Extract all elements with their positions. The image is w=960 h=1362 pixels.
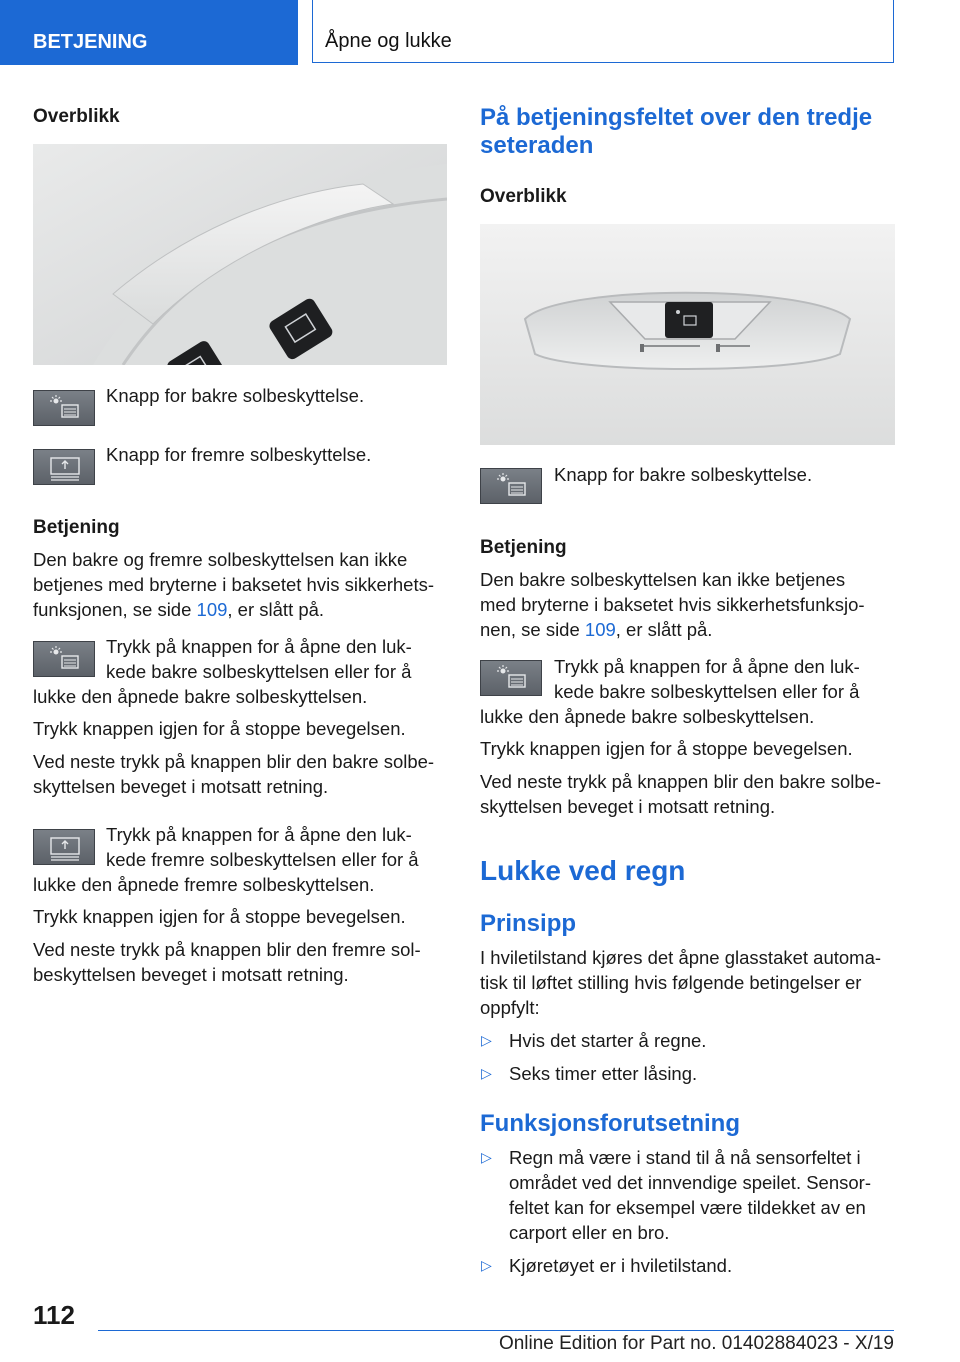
list-item-continued: området ved det innvendige speilet. Sensor- (509, 1172, 871, 1193)
left-rear-next-1: Ved neste trykk på knappen blir den bakre solbe- (33, 751, 435, 772)
principle-line-2: tisk til løftet stilling hvis følgende betingelser er (480, 972, 862, 993)
right-operation-heading: Betjening (480, 537, 567, 558)
list-item: Kjøretøyet er i hviletilstand. (509, 1255, 733, 1276)
rear-sunshade-button-icon (33, 390, 95, 426)
right-next-1: Ved neste trykk på knappen blir den bakre solbe- (480, 771, 882, 792)
principle-line-1: I hviletilstand kjøres det åpne glasstaket automa- (480, 947, 882, 968)
right-op-line-1: Den bakre solbeskyttelsen kan ikke betjenes (480, 569, 846, 590)
list-item-continued: carport eller en bro. (509, 1222, 670, 1243)
door-switch-photo (33, 144, 447, 365)
right-next-2: skyttelsen beveget i motsatt retning. (480, 796, 776, 817)
rear-sunshade-button-icon (480, 660, 542, 696)
footer-edition: Online Edition for Part no. 01402884023 - X/19 (498, 1333, 894, 1354)
left-rear-stop: Trykk knappen igjen for å stoppe bevegelsen. (33, 718, 406, 739)
bullet-marker-icon: ▷ (481, 1257, 492, 1273)
list-item: Regn må være i stand til å nå sensorfeltet i (509, 1147, 861, 1168)
right-section-heading-line-2: seteraden (480, 132, 594, 159)
left-operation-heading: Betjening (33, 517, 120, 538)
bullet-marker-icon: ▷ (481, 1149, 492, 1165)
right-overview-heading: Overblikk (480, 186, 567, 207)
left-op-line-2: betjenes med bryterne i baksetet hvis sikkerhets- (33, 574, 435, 595)
rear-sunshade-button-icon (33, 641, 95, 677)
left-caption-rear: Knapp for bakre solbeskyttelse. (106, 385, 365, 406)
right-op-line-2: med bryterne i baksetet hvis sikkerhetsfunksjo- (480, 594, 865, 615)
section-tab: BETJENING (0, 0, 298, 65)
left-op-line-3: funksjonen, se side 109, er slått på. (33, 599, 325, 620)
right-press-2: kede bakre solbeskyttelsen eller for å (554, 681, 860, 702)
list-item-continued: feltet kan for eksempel være tildekket av en (509, 1197, 866, 1218)
left-op-line-1: Den bakre og fremre solbeskyttelsen kan ikke (33, 549, 408, 570)
left-rear-press-1: Trykk på knappen for å åpne den luk- (106, 636, 412, 657)
right-op-line-3: nen, se side 109, er slått på. (480, 619, 713, 640)
left-front-next-2: beskyttelsen beveget i motsatt retning. (33, 964, 349, 985)
right-press-3: lukke den åpnede bakre solbeskyttelsen. (480, 706, 815, 727)
page-reference-link[interactable]: 109 (196, 599, 228, 620)
left-front-press-1: Trykk på knappen for å åpne den luk- (106, 824, 412, 845)
rear-sunshade-button-icon (480, 468, 542, 504)
principle-line-3: oppfylt: (480, 997, 540, 1018)
front-sunshade-button-icon (33, 449, 95, 485)
left-rear-next-2: skyttelsen beveget i motsatt retning. (33, 776, 329, 797)
list-item: Seks timer etter låsing. (509, 1063, 698, 1084)
prerequisite-heading: Funksjonsforutsetning (480, 1110, 740, 1137)
right-caption-rear: Knapp for bakre solbeskyttelse. (554, 464, 813, 485)
right-section-heading-line-1: På betjeningsfeltet over den tredje (480, 104, 873, 131)
footer-divider (98, 1330, 894, 1331)
chapter-title: Åpne og lukke (312, 0, 894, 63)
page-reference-link[interactable]: 109 (584, 619, 616, 640)
page-number: 112 (33, 1300, 75, 1330)
list-item: Hvis det starter å regne. (509, 1030, 707, 1051)
rain-closing-heading: Lukke ved regn (480, 855, 686, 886)
left-front-next-1: Ved neste trykk på knappen blir den fremre sol- (33, 939, 421, 960)
left-front-press-3: lukke den åpnede fremre solbeskyttelsen. (33, 874, 375, 895)
left-front-stop: Trykk knappen igjen for å stoppe bevegelsen. (33, 906, 406, 927)
left-overview-heading: Overblikk (33, 106, 120, 127)
bullet-marker-icon: ▷ (481, 1032, 492, 1048)
right-press-1: Trykk på knappen for å åpne den luk- (554, 656, 860, 677)
left-front-press-2: kede fremre solbeskyttelsen eller for å (106, 849, 419, 870)
principle-heading: Prinsipp (480, 910, 577, 937)
bullet-marker-icon: ▷ (481, 1065, 492, 1081)
left-rear-press-3: lukke den åpnede bakre solbeskyttelsen. (33, 686, 368, 707)
left-rear-press-2: kede bakre solbeskyttelsen eller for å (106, 661, 412, 682)
left-caption-front: Knapp for fremre solbeskyttelse. (106, 444, 372, 465)
front-sunshade-button-icon (33, 829, 95, 865)
ceiling-panel-photo (480, 224, 895, 445)
right-stop: Trykk knappen igjen for å stoppe bevegelsen. (480, 738, 853, 759)
